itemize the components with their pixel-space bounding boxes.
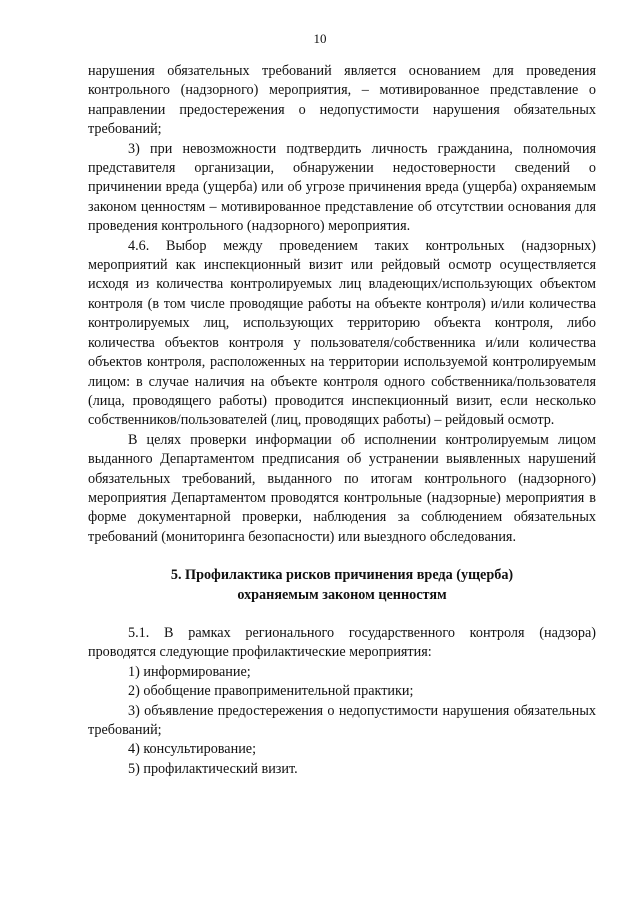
paragraph-verification: В целях проверки информации об исполнении контролируемым лицом выданного Департаментом предписания об устранении выявленных нарушений обязательных требований, выданного по итогам контрольного (надзорного) мероприятия Департаментом проводятся контрольные (надзорные) мероприятия в форме документарной проверки, наблюдения за соблюдением обязательных требований (мониторинга безопасности) или выездного обследования. [88, 431, 596, 545]
list-item-generalization: 2) обобщение правоприменительной практики; [128, 683, 414, 700]
section-heading-line-1: 5. Профилактика рисков причинения вреда (ущерба) [170, 567, 514, 584]
paragraph-item-3: 3) при невозможности подтвердить личность гражданина, полномочия представителя организации, обнаружении недостоверности сведений о причинении вреда (ущерба) или об угрозе причинения вреда (ущерба) охраняемым законом ценностям – мотивированное представление об отсутствии основания для проведения контрольного (надзорного) мероприятия. [88, 140, 596, 235]
page-number: 10 [313, 31, 327, 46]
list-item-warning: 3) объявление предостережения о недопустимости нарушения обязательных требований; [88, 702, 596, 738]
list-item-consulting: 4) консультирование; [128, 741, 257, 758]
list-item-preventive-visit: 5) профилактический визит. [128, 760, 298, 777]
section-heading-line-2: охраняемым законом ценностям [237, 586, 447, 603]
paragraph-4-6: 4.6. Выбор между проведением таких контрольных (надзорных) мероприятий как инспекционный визит или рейдовый осмотр осуществляется исходя из количества контролируемых лиц владеющих/использующих объектом контроля (в том числе проводящие работы на объекте контроля) и/или количества контролируемых лиц, использующих территорию объекта контроля, либо количества объектов контроля у пользователя/собственника и/или количества объектов контроля, расположенных на территории используемой контролируемым лицом: в случае наличия на объекте контроля одного собственника/пользователя (лица, проводящего работы) проводится инспекционный визит, если несколько собственников/пользователей (лиц, проводящих работы) – рейдовый осмотр. [88, 237, 596, 429]
list-item-informing: 1) информирование; [128, 663, 251, 680]
paragraph-continuation: нарушения обязательных требований является основанием для проведения контрольного (надзорного) мероприятия, – мотивированное представление о направлении предостережения о недопустимости нарушения обязательных требований; [88, 63, 596, 138]
document-body [88, 62, 596, 779]
paragraph-5-1: 5.1. В рамках регионального государственного контроля (надзора) проводятся следующие профилактические мероприятия: [88, 624, 596, 661]
section-heading [88, 566, 596, 605]
